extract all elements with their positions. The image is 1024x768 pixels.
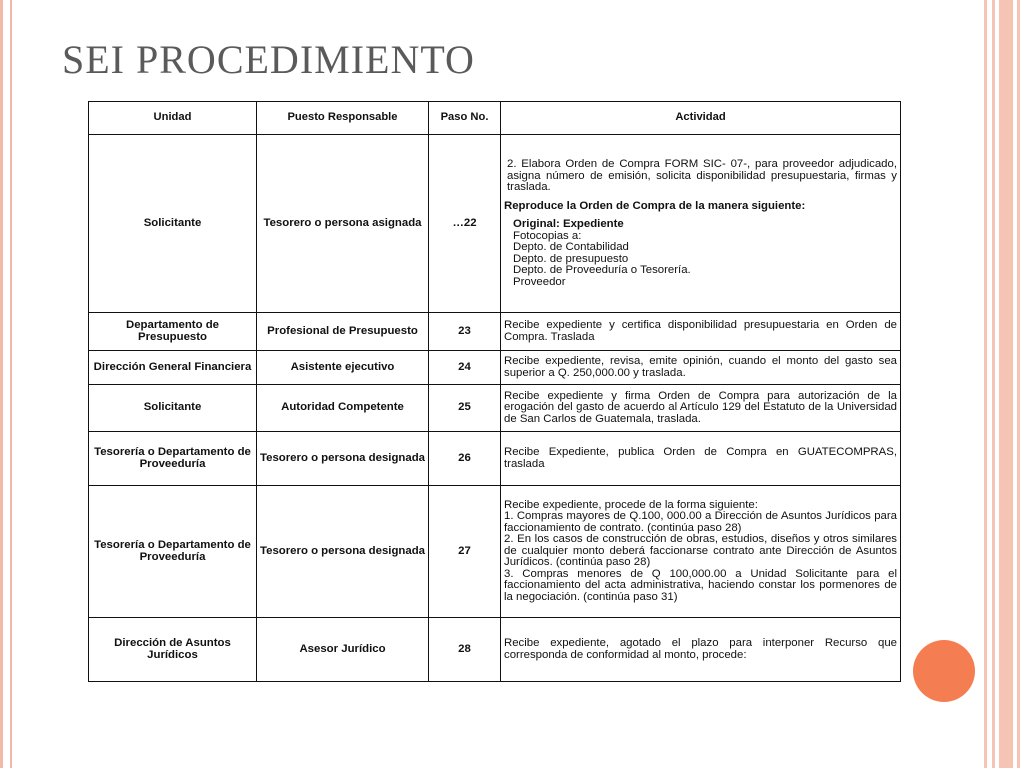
cell-puesto: Autoridad Competente (257, 385, 429, 432)
activity-line: 3. Compras menores de Q 100,000.00 a Unidad Solicitante para el faccionamiento del acta administrativa, haciendo constar los pormenores de la negociación. (continúa paso 31) (504, 567, 897, 603)
activity-reproduce: Reproduce la Orden de Compra de la manera siguiente: (504, 199, 806, 212)
activity-line: 1. Compras mayores de Q.100, 000.00 a Dirección de Asuntos Jurídicos para faccionamiento de contrato. (continúa paso 28) (504, 510, 897, 534)
cell-puesto: Profesional de Presupuesto (257, 313, 429, 351)
activity-original: Original: Expediente (513, 218, 624, 230)
cell-puesto: Tesorero o persona designada (257, 486, 429, 618)
activity-copy-line: Depto. de Contabilidad (513, 241, 629, 253)
activity-step: 2. Elabora Orden de Compra FORM SIC- 07-, para proveedor adjudicado, asigna número de emisión, solicita disponibilidad presupuestaria, firmas y traslada. (507, 158, 897, 193)
cell-unidad: Solicitante (89, 135, 257, 313)
cell-paso: 27 (429, 486, 501, 618)
header-actividad: Actividad (501, 102, 901, 135)
cell-paso: …22 (429, 135, 501, 313)
cell-actividad: Recibe expediente, agotado el plazo para interponer Recurso que corresponda de conformidad al monto, procede: (501, 618, 901, 682)
cell-actividad: Recibe expediente, revisa, emite opinión, cuando el monto del gasto sea superior a Q. 250,000.00 y traslada. (501, 351, 901, 385)
header-puesto: Puesto Responsable (257, 102, 429, 135)
table-row (89, 135, 901, 313)
cell-unidad: Tesorería o Departamento de Proveeduría (89, 486, 257, 618)
activity-copy-line: Proveedor (513, 275, 566, 288)
procedure-table-wrapper (88, 101, 900, 682)
cell-actividad (501, 486, 901, 618)
cell-puesto: Tesorero o persona asignada (257, 135, 429, 313)
header-unidad: Unidad (89, 102, 257, 135)
procedure-table (88, 101, 901, 682)
cell-unidad: Tesorería o Departamento de Proveeduría (89, 432, 257, 486)
cell-actividad (501, 135, 901, 313)
table-header-row (89, 102, 901, 135)
table-row (89, 351, 901, 385)
cell-paso: 24 (429, 351, 501, 385)
activity-line: Recibe expediente, procede de la forma siguiente: (504, 498, 758, 511)
decorative-circle (913, 640, 975, 702)
cell-actividad: Recibe expediente y certifica disponibilidad presupuestaria en Orden de Compra. Traslada (501, 313, 901, 351)
right-border-decoration (978, 0, 1024, 768)
cell-paso: 26 (429, 432, 501, 486)
activity-copy-line: Fotocopias a: (513, 229, 582, 242)
activity-copy-line: Depto. de presupuesto (513, 252, 629, 265)
cell-puesto: Asesor Jurídico (257, 618, 429, 682)
cell-paso: 25 (429, 385, 501, 432)
table-row (89, 313, 901, 351)
cell-puesto: Asistente ejecutivo (257, 351, 429, 385)
table-row (89, 486, 901, 618)
table-row (89, 618, 901, 682)
cell-unidad: Dirección General Financiera (89, 351, 257, 385)
table-row (89, 432, 901, 486)
cell-unidad: Solicitante (89, 385, 257, 432)
cell-paso: 23 (429, 313, 501, 351)
cell-unidad: Dirección de Asuntos Jurídicos (89, 618, 257, 682)
left-border-decoration (0, 0, 12, 768)
header-paso: Paso No. (429, 102, 501, 135)
cell-puesto: Tesorero o persona designada (257, 432, 429, 486)
cell-actividad: Recibe Expediente, publica Orden de Compra en GUATECOMPRAS, traslada (501, 432, 901, 486)
activity-line: 2. En los casos de construcción de obras, estudios, diseños y otros similares de cualquier monto deberá faccionarse contrato ante Dirección de Asuntos Jurídicos. (continúa paso 28) (504, 533, 897, 569)
cell-unidad: Departamento de Presupuesto (89, 313, 257, 351)
cell-paso: 28 (429, 618, 501, 682)
cell-actividad: Recibe expediente y firma Orden de Compra para autorización de la erogación del gasto de acuerdo al Artículo 129 del Estatuto de la Universidad de San Carlos de Guatemala, traslada. (501, 385, 901, 432)
activity-copy-line: Depto. de Proveeduría o Tesorería. (513, 264, 691, 276)
table-row (89, 385, 901, 432)
slide-title: SEI PROCEDIMIENTO (62, 37, 475, 82)
